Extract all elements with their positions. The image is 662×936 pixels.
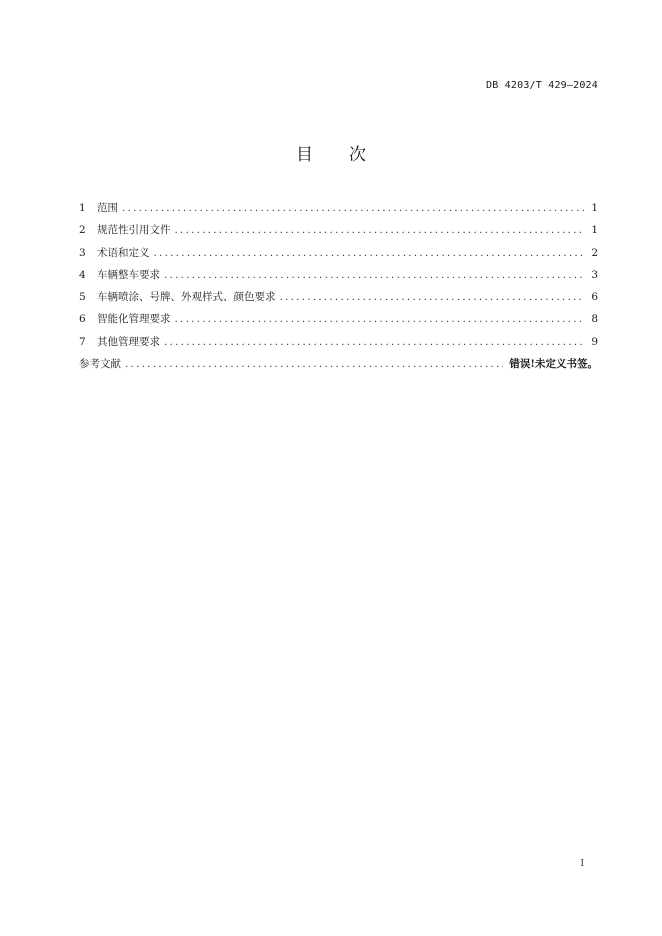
toc-entry-other-management[interactable] [79,334,598,356]
toc-entry-page: 1 [591,224,598,237]
toc-entry-label: 车辆整车要求 [97,268,160,281]
toc-entry-page: 8 [591,313,598,326]
toc-title [0,140,662,165]
toc-leader-dots [280,289,586,306]
toc-entry-label: 术语和定义 [97,246,150,259]
toc-entry-page-error: 错误!未定义书签。 [509,358,598,371]
toc-entry-number: 6 [79,313,86,326]
toc-entry-page: 3 [591,268,598,281]
toc-entry-page: 9 [591,335,598,348]
toc-leader-dots [122,200,585,217]
toc-entry-number: 5 [79,291,86,304]
toc-entry-number: 1 [79,202,86,214]
toc-leader-dots [175,222,586,239]
toc-entry-page: 2 [591,246,598,259]
toc-entry-number: 4 [79,268,86,281]
toc-entry-scope[interactable] [79,200,598,222]
toc-entry-number: 3 [79,246,86,259]
toc-leader-dots [164,267,585,284]
toc-entry-label: 其他管理要求 [97,335,160,348]
toc-entry-vehicle-requirements[interactable] [79,267,598,289]
toc-entry-smart-management[interactable] [79,311,598,333]
toc-entry-label: 规范性引用文件 [97,224,171,237]
document-code: DB 4203/T 429—2024 [486,80,598,91]
toc-leader-dots [164,334,585,351]
toc-entry-page: 6 [591,291,598,304]
toc-entry-label: 智能化管理要求 [97,313,171,326]
toc-entry-label: 车辆喷涂、号牌、外观样式、颜色要求 [97,291,276,304]
page-number: I [580,859,584,869]
toc-title-char-2: 次 [349,145,366,165]
toc-entry-terms-definitions[interactable] [79,245,598,267]
toc-leader-dots [175,311,586,328]
table-of-contents [79,200,598,378]
toc-entry-bibliography[interactable] [79,356,598,378]
toc-leader-dots [154,245,586,262]
toc-entry-appearance-requirements[interactable] [79,289,598,311]
toc-entry-normative-references[interactable] [79,222,598,244]
toc-entry-number: 2 [79,224,86,237]
toc-entry-number: 7 [79,335,86,348]
toc-entry-label: 范围 [97,202,118,214]
toc-entry-label: 参考文献 [79,358,121,371]
toc-title-char-1: 目 [296,145,313,165]
toc-entry-page: 1 [591,202,598,214]
toc-leader-dots [125,356,503,373]
